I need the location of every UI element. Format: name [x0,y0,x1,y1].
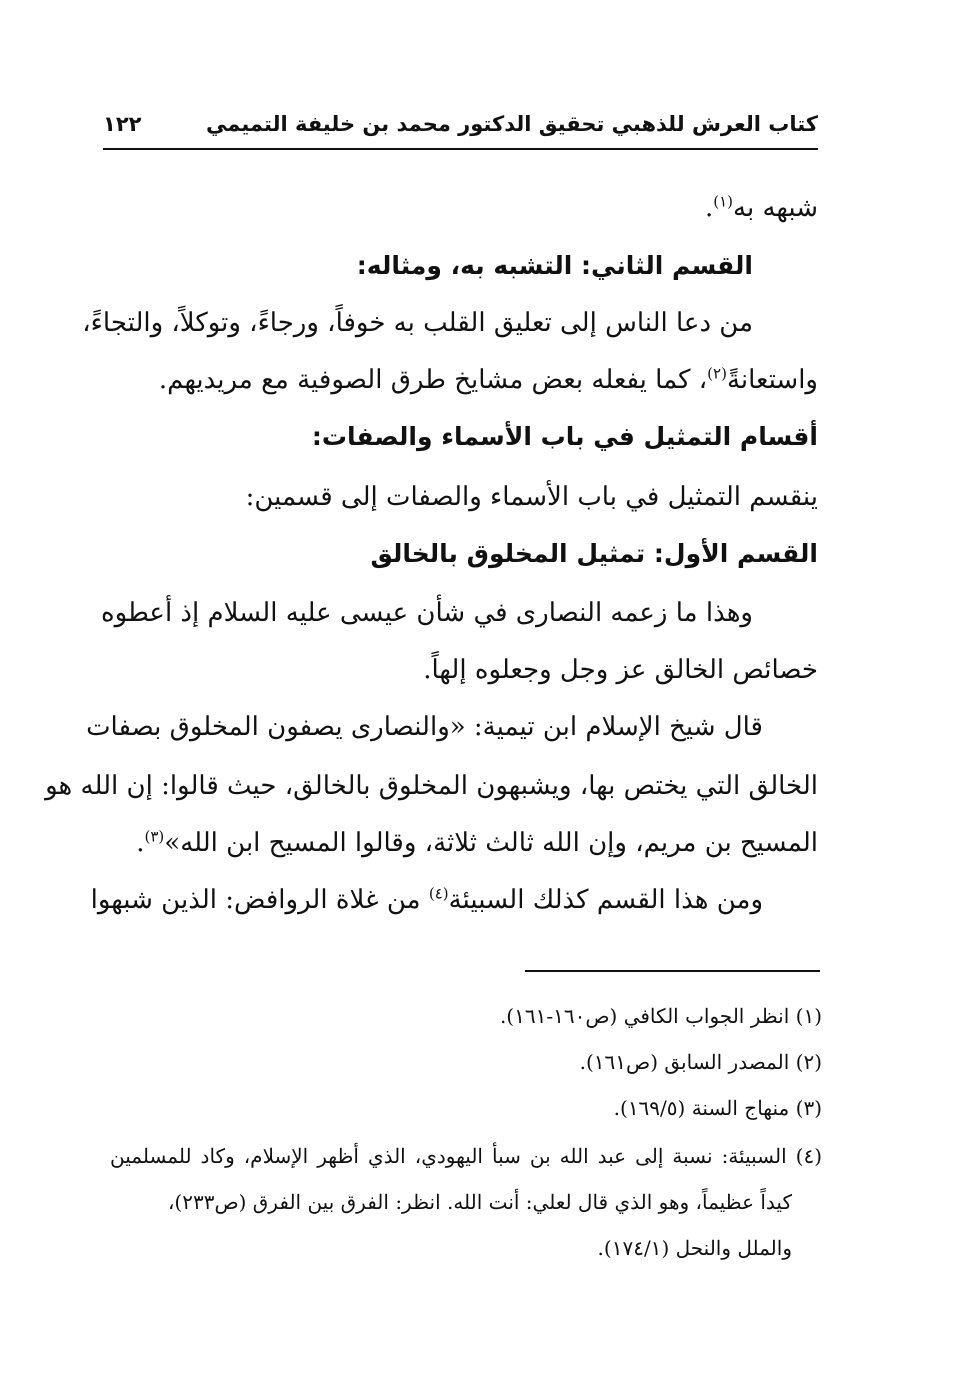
footnote-ref[interactable]: (١) [713,192,733,211]
footnote: (٤) السبيئة: نسبة إلى عبد الله بن سبأ اليهودي، الذي أظهر الإسلام، وكاد للمسلمين [110,1144,822,1168]
footnote: (١) انظر الجواب الكافي (ص١٦٠-١٦١). [499,1004,822,1028]
footnote-continuation: كيداً عظيماً، وهو الذي قال لعلي: أنت الله. انظر: الفرق بين الفرق (ص٢٣٣)، [167,1190,792,1214]
section-heading: أقسام التمثيل في باب الأسماء والصفات: [311,422,818,451]
text-line: شبهه به$^{(١)}$. [704,192,818,223]
text-line: ينقسم التمثيل في باب الأسماء والصفات إلى قسمين: [245,482,818,512]
footnote: (٢) المصدر السابق (ص١٦١). [579,1050,822,1074]
footnote-ref[interactable]: (٢) [707,364,727,383]
footnote-ref[interactable]: (٤) [428,884,449,903]
footnote-ref[interactable]: (٣) [144,827,165,846]
text-line: المسيح بن مريم، وإن الله ثالث ثلاثة، وقالوا المسيح ابن الله»$^{(٣)}$. [136,827,818,858]
section-heading: القسم الأول: تمثيل المخلوق بالخالق [370,539,818,568]
page-number: ١٢٢ [103,112,142,136]
text-line: ومن هذا القسم كذلك السبيئة$^{(٤)}$ من غلاة الروافض: الذين شبهوا [90,884,763,915]
text-line: من دعا الناس إلى تعليق القلب به خوفاً، ورجاءً، وتوكلاً، والتجاءً، [82,308,753,338]
header-title: كتاب العرش للذهبي تحقيق الدكتور محمد بن خليفة التميمي [206,112,818,136]
header-rule [103,148,818,150]
footnote: (٣) منهاج السنة (١٦٩/٥). [613,1096,822,1120]
text-line: الخالق التي يختص بها، ويشبهون المخلوق بالخالق، حيث قالوا: إن الله هو [45,771,818,801]
running-header [103,108,818,148]
text-line: خصائص الخالق عز وجل وجعلوه إلهاً. [423,655,818,685]
footnote-rule [525,970,820,972]
text-line: وهذا ما زعمه النصارى في شأن عيسى عليه السلام إذ أعطوه [101,598,753,628]
section-heading: القسم الثاني: التشبه به، ومثاله: [356,251,753,280]
text-line: قال شيخ الإسلام ابن تيمية: «والنصارى يصفون المخلوق بصفات [86,712,763,742]
text-line: واستعانةً$^{(٢)}$، كما يفعله بعض مشايخ طرق الصوفية مع مريديهم. [158,364,818,395]
footnote-continuation: والملل والنحل (١٧٤/١). [597,1236,792,1260]
